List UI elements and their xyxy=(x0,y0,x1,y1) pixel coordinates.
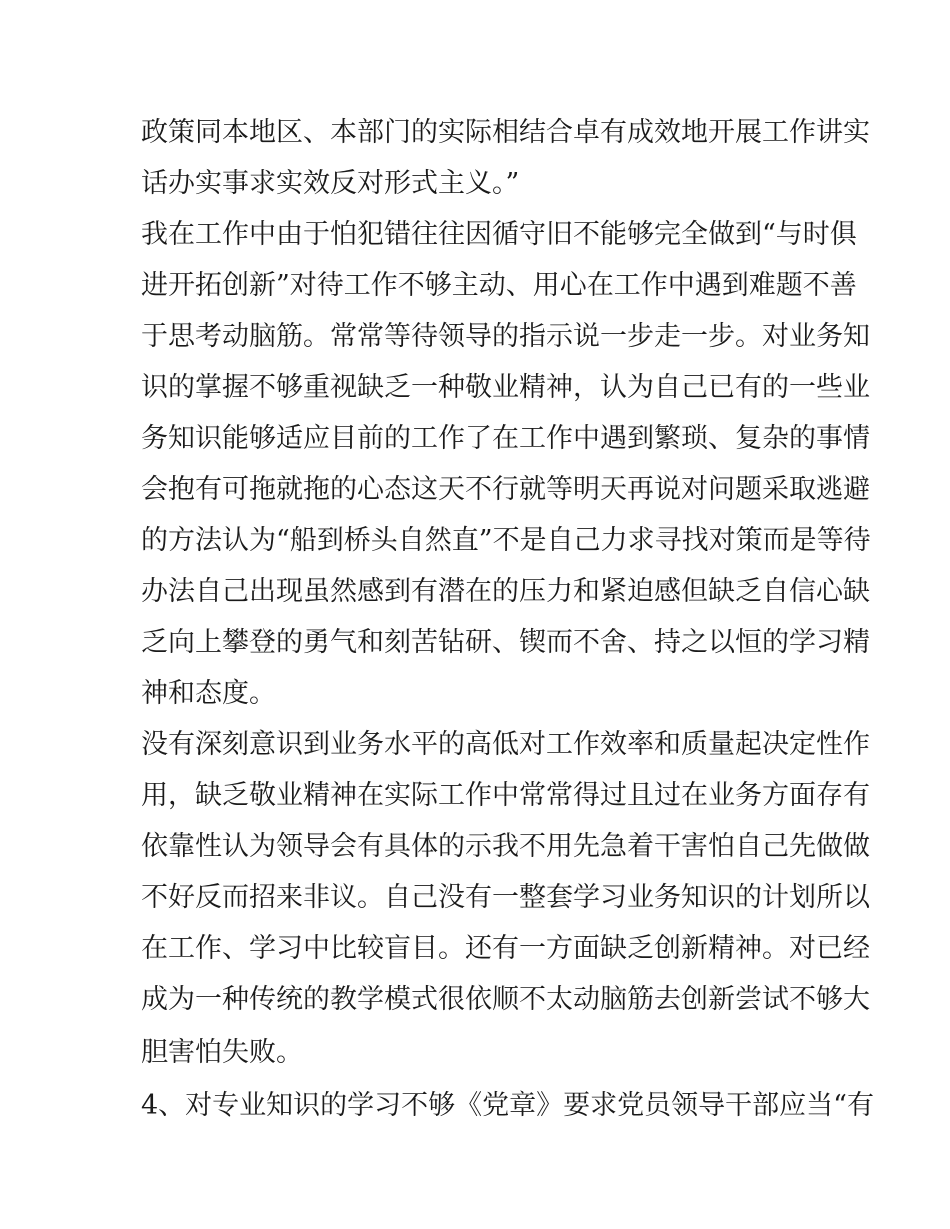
text-line: 胆害怕失败。 xyxy=(141,1037,303,1068)
text-line: 会抱有可拖就拖的心态这天不行就等明天再说对问题采取逃避 xyxy=(141,474,870,505)
text-line: 在工作、学习中比较盲目。还有一方面缺乏创新精神。对已经 xyxy=(141,933,870,964)
text-line: 用，缺乏敬业精神在实际工作中常常得过且过在业务方面存有 xyxy=(141,780,870,811)
text-line: 乏向上攀登的勇气和刻苦钻研、锲而不舍、持之以恒的学习精 xyxy=(141,627,870,658)
text-line: 不好反而招来非议。自己没有一整套学习业务知识的计划所以 xyxy=(141,882,870,913)
text-line: 4、对专业知识的学习不够《党章》要求党员领导干部应当“有 xyxy=(141,1090,874,1121)
text-line: 办法自己出现虽然感到有潜在的压力和紧迫感但缺乏自信心缺 xyxy=(141,576,870,607)
text-line: 依靠性认为领导会有具体的示我不用先急着干害怕自己先做做 xyxy=(141,831,870,862)
document-page xyxy=(141,107,874,1131)
text-line: 神和态度。 xyxy=(141,678,276,709)
text-line: 话办实事求实效反对形式主义。” xyxy=(141,168,520,199)
text-line: 于思考动脑筋。常常等待领导的指示说一步走一步。对业务知 xyxy=(141,321,870,352)
text-line: 没有深刻意识到业务水平的高低对工作效率和质量起决定性作 xyxy=(141,729,870,760)
text-line: 政策同本地区、本部门的实际相结合卓有成效地开展工作讲实 xyxy=(141,117,870,148)
text-line: 识的掌握不够重视缺乏一种敬业精神，认为自己已有的一些业 xyxy=(141,372,870,403)
text-line: 我在工作中由于怕犯错往往因循守旧不能够完全做到“与时俱 xyxy=(141,219,857,250)
text-line: 成为一种传统的教学模式很依顺不太动脑筋去创新尝试不够大 xyxy=(141,984,870,1015)
text-line: 进开拓创新”对待工作不够主动、用心在工作中遇到难题不善 xyxy=(141,270,857,301)
text-line: 的方法认为“船到桥头自然直”不是自己力求寻找对策而是等待 xyxy=(141,525,871,556)
text-line: 务知识能够适应目前的工作了在工作中遇到繁琐、复杂的事情 xyxy=(141,423,870,454)
